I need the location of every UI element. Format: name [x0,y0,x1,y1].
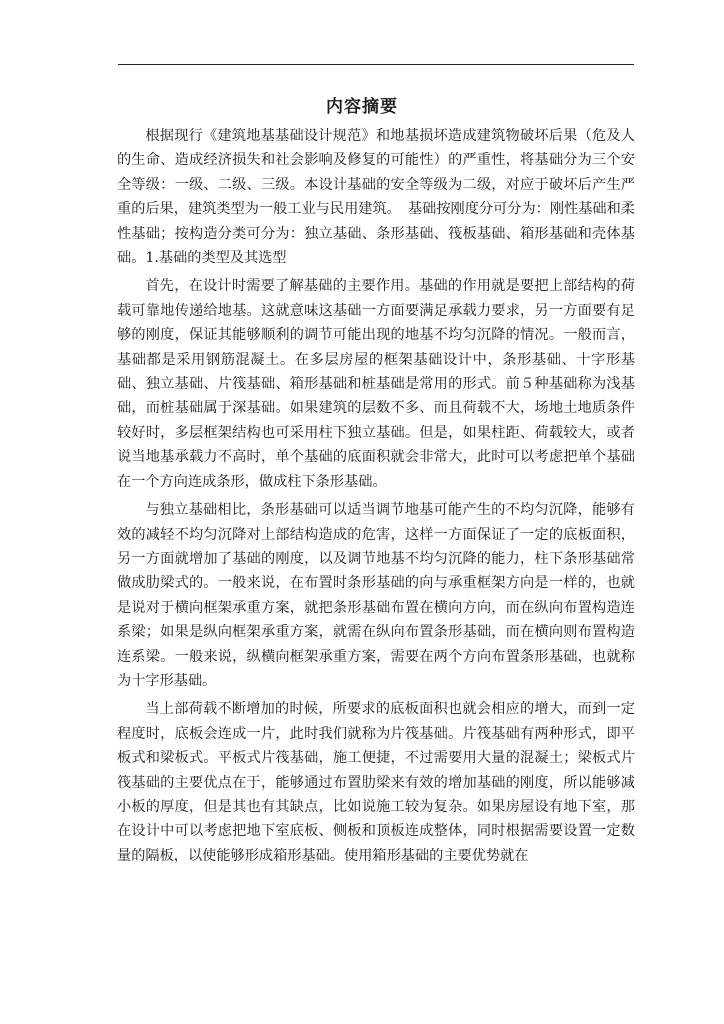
document-body [117,124,635,872]
paragraph: 首先，在设计时需要了解基础的主要作用。基础的作用就是要把上部结构的荷载可靠地传递给地基。这就意味这基础一方面要满足承载力要求，另一方面要有足够的刚度，保证其能够顺利的调节可能出现的地基不均匀沉降的情况。一般而言，基础都是采用钢筋混凝土。在多层房屋的框架基础设计中，条形基础、十字形基础、独立基础、片筏基础、箱形基础和桩基础是常用的形式。前５种基础称为浅基础，而桩基础属于深基础。如果建筑的层数不多、而且荷载不大，场地土地质条件较好时，多层框架结构也可采用柱下独立基础。但是，如果柱距、荷载较大，或者说当地基承载力不高时，单个基础的底面积就会非常大，此时可以考虑把单个基础在一个方向连成条形，做成柱下条形基础。 [117,278,635,490]
paragraph: 根据现行《建筑地基基础设计规范》和地基损坏造成建筑物破坏后果（危及人的生命、造成经济损失和社会影响及修复的可能性）的严重性，将基础分为三个安全等级：一级、二级、三级。本设计基础的安全等级为二级，对应于破坏后产生严重的后果，建筑类型为一般工业与民用建筑。 基础按刚度分可分为：刚性基础和柔性基础；按构造分类可分为：独立基础、条形基础、筏板基础、箱形基础和壳体基础。1.基础的类型及其选型 [117,128,635,267]
paragraph: 当上部荷载不断增加的时候，所要求的底板面积也就会相应的增大，而到一定程度时，底板会连成一片，此时我们就称为片筏基础。片筏基础有两种形式，即平板式和梁板式。平板式片筏基础，施工便捷，不过需要用大量的混凝土；梁板式片筏基础的主要优点在于，能够通过布置肋梁来有效的增加基础的刚度，所以能够减小板的厚度，但是其也有其缺点，比如说施工较为复杂。如果房屋设有地下室，那在设计中可以考虑把地下室底板、侧板和顶板连成整体，同时根据需要设置一定数量的隔板，以使能够形成箱形基础。使用箱形基础的主要优势就在 [117,701,635,864]
paragraph: 与独立基础相比，条形基础可以适当调节地基可能产生的不均匀沉降，能够有效的减轻不均匀沉降对上部结构造成的危害，这样一方面保证了一定的底板面积，另一方面就增加了基础的刚度，以及调节地基不均匀沉降的能力，柱下条形基础常做成肋梁式的。一般来说，在布置时条形基础的向与承重框架方向是一样的，也就是说对于横向框架承重方案，就把条形基础布置在横向方向，而在纵向布置构造连系梁；如果是纵向框架承重方案，就需在纵向布置条形基础，而在横向则布置构造连系梁。一般来说，纵横向框架承重方案，需要在两个方向布置条形基础，也就称为十字形基础。 [117,502,635,689]
page-title: 内容摘要 [326,97,398,117]
header-rule [118,64,634,65]
